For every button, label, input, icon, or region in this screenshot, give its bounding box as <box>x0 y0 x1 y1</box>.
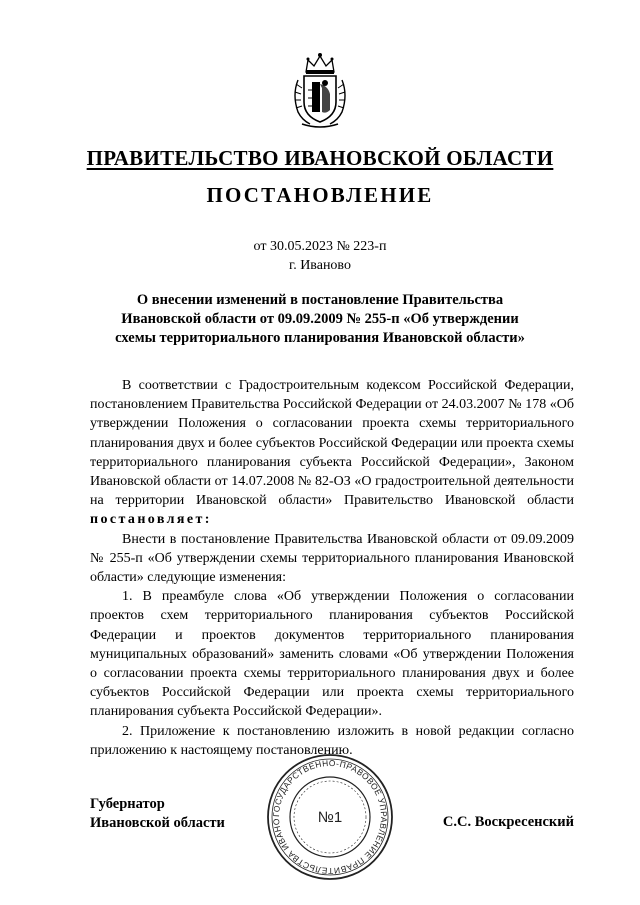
document-type-heading: ПОСТАНОВЛЕНИЕ <box>206 183 434 207</box>
stamp-number: №1 <box>317 809 343 826</box>
item-1-paragraph: 1. В преамбуле слова «Об утверждении Положения о согласовании проектов схем территориального планирования субъектов Российской Федерации и проектов документов территориального планирования муниципальных образований» заменить словами «Об утверждении Положения о согласовании проекта схемы территориального планирования двух и более субъектов Российской Федерации или проекта схемы территориального планирования субъекта Российской Федерации». <box>90 589 574 720</box>
item-2-paragraph: 2. Приложение к постановлению изложить в новой редакции согласно приложению к настоящему постановлению. <box>90 723 574 758</box>
government-title: ПРАВИТЕЛЬСТВО ИВАНОВСКОЙ ОБЛАСТИ <box>86 146 554 170</box>
decree-word: постановляет: <box>90 512 212 528</box>
document-subject: О внесении изменений в постановление Правительства Ивановской области от 09.09.2009 № 255-п «Об утверждении схемы территориального планирования Ивановской области» <box>115 292 525 346</box>
stamp-ring-text: ГОСУДАРСТВЕННО-ПРАВОВОЕ УПРАВЛЕНИЕ ПРАВИТЕЛЬСТВА ИВАНО <box>270 757 390 877</box>
document-date-number: от 30.05.2023 № 223-п <box>253 239 387 254</box>
preamble-paragraph <box>90 376 574 530</box>
signatory-position-line1: Губернатор <box>90 796 165 812</box>
signatory-position-line2: Ивановской области <box>90 815 225 831</box>
document-city: г. Иваново <box>289 258 351 273</box>
signatory-name: С.С. Воскресенский <box>442 814 574 830</box>
intro-paragraph: Внести в постановление Правительства Ивановской области от 09.09.2009 № 255-п «Об утверждении схемы территориального планирования Ивановской области» следующие изменения: <box>90 531 574 586</box>
preamble-text: В соответствии с Градостроительным кодексом Российской Федерации, постановлением Правительства Российской Федерации от 24.03.2007 № 178 «Об утверждении Положения о согласовании проекта схемы территориального планирования двух и более субъектов Российской Федерации или проекта схемы территориального планирования субъекта Российской Федерации», Законом Ивановской области от 14.07.2008 № 82-ОЗ «О градостроительной деятельности на территории Ивановской области» Правительство Ивановской области <box>90 378 574 509</box>
document-body <box>90 376 574 760</box>
signatory-position <box>90 795 225 833</box>
ivanovo-coat-of-arms-icon <box>290 50 350 130</box>
official-stamp <box>265 752 395 882</box>
